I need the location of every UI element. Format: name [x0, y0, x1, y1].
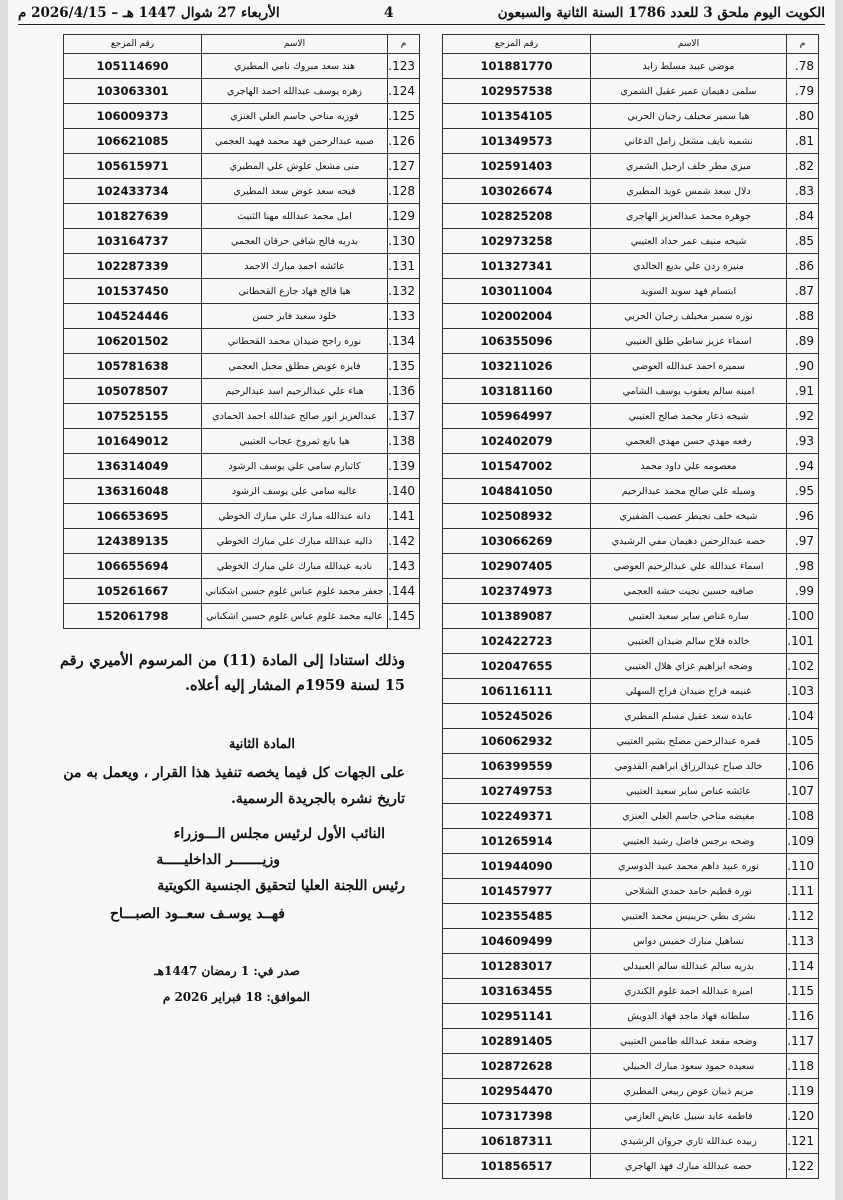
reference-number: 101283017 — [443, 954, 591, 979]
reference-number: 101457977 — [443, 879, 591, 904]
row-number: 106. — [787, 754, 819, 779]
table-row — [443, 179, 819, 204]
person-name: وسيله علي صالح محمد عبدالرحيم — [591, 479, 787, 504]
person-name: معصومه علي داود محمد — [591, 454, 787, 479]
table-row — [443, 404, 819, 429]
table-row — [64, 554, 420, 579]
reference-number: 102355485 — [443, 904, 591, 929]
person-name: ساره غناص ساير سعيد العتيبي — [591, 604, 787, 629]
table-row — [443, 729, 819, 754]
row-number: 90. — [787, 354, 819, 379]
person-name: وضحه مقعد عبدالله طامس العتيبي — [591, 1029, 787, 1054]
reference-number: 106187311 — [443, 1129, 591, 1154]
person-name: عاليه محمد غلوم عباس غلوم حسين اشكناني — [202, 604, 388, 629]
table-header-row — [64, 35, 420, 54]
row-number: 110. — [787, 854, 819, 879]
col-header-num: م — [388, 35, 420, 54]
reference-number: 105114690 — [64, 54, 202, 79]
signature-title-committee: رئيس اللجنة العليا لتحقيق الجنسية الكويتية — [157, 878, 405, 894]
person-name: هيا فالح فهاد جازع القحطاني — [202, 279, 388, 304]
table-row — [443, 329, 819, 354]
row-number: 130. — [388, 229, 420, 254]
table-row — [64, 304, 420, 329]
row-number: 109. — [787, 829, 819, 854]
person-name: شيخه ذعار محمد صالح العتيبي — [591, 404, 787, 429]
table-row — [64, 504, 420, 529]
person-name: شيخه منيف عمر حداد العتيبي — [591, 229, 787, 254]
reference-number: 106653695 — [64, 504, 202, 529]
row-number: 124. — [388, 79, 420, 104]
row-number: 123. — [388, 54, 420, 79]
row-number: 82. — [787, 154, 819, 179]
reference-number: 101827639 — [64, 204, 202, 229]
person-name: مريم ذيبان عوض ربيعي المطيري — [591, 1079, 787, 1104]
header-issue-info: الكويت اليوم ملحق 3 للعدد 1786 السنة الثانية والسبعون — [497, 5, 825, 21]
person-name: صبيه عبدالرحمن فهد محمد فهيد العجمي — [202, 129, 388, 154]
person-name: تساهيل مبارك خميس دواس — [591, 929, 787, 954]
person-name: فيحه سعد عوض سعد المطيري — [202, 179, 388, 204]
table-row — [443, 829, 819, 854]
table-row — [64, 379, 420, 404]
table-row — [443, 954, 819, 979]
reference-number: 101649012 — [64, 429, 202, 454]
person-name: بشرى بطي حريبيس محمد العتيبي — [591, 904, 787, 929]
row-number: 87. — [787, 279, 819, 304]
reference-number: 102508932 — [443, 504, 591, 529]
row-number: 118. — [787, 1054, 819, 1079]
person-name: نوره سمير مخيلف رجبان الحربي — [591, 304, 787, 329]
person-name: مغيضه مناحي جاسم العلي العنزي — [591, 804, 787, 829]
table-row — [443, 904, 819, 929]
reference-number: 103066269 — [443, 529, 591, 554]
row-number: 101. — [787, 629, 819, 654]
person-name: سعيده حمود سعود مبارك الحبيلي — [591, 1054, 787, 1079]
table-row — [64, 179, 420, 204]
table-header-row — [443, 35, 819, 54]
reference-number: 101389087 — [443, 604, 591, 629]
row-number: 132. — [388, 279, 420, 304]
table-row — [443, 379, 819, 404]
reference-number: 102951141 — [443, 1004, 591, 1029]
person-name: قمره عبدالرحمن مصلح بشير العتيبي — [591, 729, 787, 754]
table-row — [64, 129, 420, 154]
person-name: نشميه نايف مشعل زامل الدغاني — [591, 129, 787, 154]
row-number: 128. — [388, 179, 420, 204]
row-number: 103. — [787, 679, 819, 704]
reference-number: 101547002 — [443, 454, 591, 479]
person-name: عبدالعزيز انور صالح عبدالله احمد الحمادي — [202, 404, 388, 429]
row-number: 125. — [388, 104, 420, 129]
person-name: زهره يوسف عبدالله احمد الهاجري — [202, 79, 388, 104]
person-name: كاثبارم سامي علي يوسف الرشود — [202, 454, 388, 479]
row-number: 133. — [388, 304, 420, 329]
reference-number: 104609499 — [443, 929, 591, 954]
table-row — [64, 529, 420, 554]
table-row — [443, 279, 819, 304]
table-row — [443, 754, 819, 779]
row-number: 84. — [787, 204, 819, 229]
row-number: 140. — [388, 479, 420, 504]
table-row — [443, 1029, 819, 1054]
signature-title-deputy-pm: النائب الأول لرئيس مجلس الـــوزراء — [173, 826, 385, 842]
row-number: 83. — [787, 179, 819, 204]
reference-number: 106399559 — [443, 754, 591, 779]
person-name: جعفر محمد غلوم عباس غلوم حسين اشكناني — [202, 579, 388, 604]
table-row — [443, 804, 819, 829]
row-number: 98. — [787, 554, 819, 579]
person-name: جوهره محمد عبدالعزيز الهاجري — [591, 204, 787, 229]
table-row — [443, 1104, 819, 1129]
legal-basis-paragraph: وذلك استنادا إلى المادة (11) من المرسوم الأميري رقم 15 لسنة 1959م المشار إليه أعلاه. — [60, 652, 405, 694]
reference-number: 104841050 — [443, 479, 591, 504]
person-name: خالد صباح عبدالرزاق ابراهيم القدومي — [591, 754, 787, 779]
row-number: 120. — [787, 1104, 819, 1129]
table-row — [443, 79, 819, 104]
reference-number: 105964997 — [443, 404, 591, 429]
reference-number: 102422723 — [443, 629, 591, 654]
table-row — [443, 929, 819, 954]
table-row — [64, 254, 420, 279]
row-number: 95. — [787, 479, 819, 504]
table-row — [443, 554, 819, 579]
table-row — [443, 429, 819, 454]
row-number: 137. — [388, 404, 420, 429]
row-number: 131. — [388, 254, 420, 279]
row-number: 78. — [787, 54, 819, 79]
row-number: 80. — [787, 104, 819, 129]
table-row — [443, 54, 819, 79]
row-number: 136. — [388, 379, 420, 404]
row-number: 121. — [787, 1129, 819, 1154]
person-name: وضحه ابراهيم غزاي هلال العتيبي — [591, 654, 787, 679]
person-name: اميره عبدالله احمد غلوم الكندري — [591, 979, 787, 1004]
reference-number: 105781638 — [64, 354, 202, 379]
row-number: 129. — [388, 204, 420, 229]
person-name: موضي عبيد مسلط زايد — [591, 54, 787, 79]
table-row — [443, 1129, 819, 1154]
person-name: نوره قطيم حامد حمدي الشلاحي — [591, 879, 787, 904]
person-name: هند سعد مبروك نامي المطيري — [202, 54, 388, 79]
table-row — [443, 854, 819, 879]
reference-number: 102591403 — [443, 154, 591, 179]
reference-number: 105615971 — [64, 154, 202, 179]
reference-number: 102954470 — [443, 1079, 591, 1104]
person-name: اسماء عبدالله علي عبدالرحيم العوضي — [591, 554, 787, 579]
table-row — [443, 229, 819, 254]
table-row — [443, 504, 819, 529]
person-name: منى مشعل علوش علي المطيري — [202, 154, 388, 179]
row-number: 91. — [787, 379, 819, 404]
reference-number: 105078507 — [64, 379, 202, 404]
table-row — [443, 529, 819, 554]
row-number: 116. — [787, 1004, 819, 1029]
row-number: 92. — [787, 404, 819, 429]
reference-number: 106655694 — [64, 554, 202, 579]
person-name: فوزيه مناحي جاسم العلي العنزي — [202, 104, 388, 129]
table-row — [443, 479, 819, 504]
table-row — [64, 204, 420, 229]
person-name: امينه سالم يعقوب يوسف الشامي — [591, 379, 787, 404]
reference-number: 103063301 — [64, 79, 202, 104]
table-row — [64, 229, 420, 254]
table-row — [443, 204, 819, 229]
table-row — [443, 1154, 819, 1179]
reference-number: 104524446 — [64, 304, 202, 329]
person-name: ابتسام فهد سويد السويد — [591, 279, 787, 304]
reference-number: 102973258 — [443, 229, 591, 254]
person-name: اسماء عزيز ساطي طلق العتيبي — [591, 329, 787, 354]
table-row — [64, 604, 420, 629]
table-body-left — [64, 54, 420, 629]
reference-number: 103164737 — [64, 229, 202, 254]
table-row — [443, 604, 819, 629]
reference-number: 106062932 — [443, 729, 591, 754]
row-number: 143. — [388, 554, 420, 579]
table-row — [64, 104, 420, 129]
row-number: 127. — [388, 154, 420, 179]
reference-number: 101265914 — [443, 829, 591, 854]
reference-number: 106009373 — [64, 104, 202, 129]
table-row — [443, 354, 819, 379]
col-header-ref: رقم المرجع — [64, 35, 202, 54]
person-name: ناديه عبدالله مبارك علي مبارك الخوطي — [202, 554, 388, 579]
reference-number: 102907405 — [443, 554, 591, 579]
table-row — [443, 879, 819, 904]
table-row — [443, 1079, 819, 1104]
reference-number: 101354105 — [443, 104, 591, 129]
row-number: 142. — [388, 529, 420, 554]
row-number: 111. — [787, 879, 819, 904]
table-row — [443, 654, 819, 679]
person-name: زبيده عبدالله ثاري جروان الرشيدي — [591, 1129, 787, 1154]
row-number: 144. — [388, 579, 420, 604]
reference-number: 101881770 — [443, 54, 591, 79]
col-header-num: م — [787, 35, 819, 54]
row-number: 114. — [787, 954, 819, 979]
issued-date: صدر في: 1 رمضان 1447هـ — [154, 964, 300, 978]
execution-paragraph: على الجهات كل فيما يخصه تنفيذ هذا القرار ، ويعمل به من تاريخ نشره بالجريدة الرسمية. — [63, 765, 405, 807]
reference-number: 102047655 — [443, 654, 591, 679]
table-row — [443, 104, 819, 129]
person-name: غنيمه فراج ضيدان فراج السهلي — [591, 679, 787, 704]
table-row — [443, 154, 819, 179]
col-header-name: الاسم — [591, 35, 787, 54]
person-name: سلطانه فهاد ماجد فهاد الدويش — [591, 1004, 787, 1029]
reference-number: 102825208 — [443, 204, 591, 229]
person-name: امل محمد عبدالله مهنا الثنيث — [202, 204, 388, 229]
table-row — [443, 579, 819, 604]
reference-number: 102957538 — [443, 79, 591, 104]
table-row — [443, 254, 819, 279]
row-number: 122. — [787, 1154, 819, 1179]
row-number: 88. — [787, 304, 819, 329]
table-row — [443, 1004, 819, 1029]
reference-number: 101349573 — [443, 129, 591, 154]
col-header-ref: رقم المرجع — [443, 35, 591, 54]
table-row — [64, 454, 420, 479]
row-number: 135. — [388, 354, 420, 379]
table-row — [443, 779, 819, 804]
reference-number: 102433734 — [64, 179, 202, 204]
table-row — [64, 404, 420, 429]
row-number: 112. — [787, 904, 819, 929]
person-name: هيا بانع ثمروخ عجاب العتيبي — [202, 429, 388, 454]
reference-number: 105245026 — [443, 704, 591, 729]
reference-number: 103181160 — [443, 379, 591, 404]
person-name: وضحه برجس فاضل رشيد العتيبي — [591, 829, 787, 854]
row-number: 119. — [787, 1079, 819, 1104]
reference-number: 101327341 — [443, 254, 591, 279]
reference-number: 152061798 — [64, 604, 202, 629]
reference-number: 101856517 — [443, 1154, 591, 1179]
person-name: نوره عبيد داهم محمد عبيد الدوسري — [591, 854, 787, 879]
reference-number: 106116111 — [443, 679, 591, 704]
person-name: خالده فلاح سالم ضيدان العتيبي — [591, 629, 787, 654]
person-name: عائشه غناص ساير سعيد العتيبي — [591, 779, 787, 804]
names-table-right — [442, 34, 819, 1179]
table-row — [64, 79, 420, 104]
row-number: 93. — [787, 429, 819, 454]
row-number: 126. — [388, 129, 420, 154]
table-row — [64, 354, 420, 379]
row-number: 108. — [787, 804, 819, 829]
row-number: 104. — [787, 704, 819, 729]
table-row — [64, 279, 420, 304]
person-name: عائشه احمد مبارك الاحمد — [202, 254, 388, 279]
row-number: 94. — [787, 454, 819, 479]
person-name: حصه عبدالله مبارك فهد الهاجري — [591, 1154, 787, 1179]
row-number: 105. — [787, 729, 819, 754]
article-title: المادة الثانية — [228, 737, 295, 752]
table-row — [64, 154, 420, 179]
person-name: فايزه عويض مطلق مجبل العجمي — [202, 354, 388, 379]
person-name: نوره راجح ضيدان محمد القحطاني — [202, 329, 388, 354]
person-name: حصه عبدالرحمن دهيمان مفي الرشيدي — [591, 529, 787, 554]
table-row — [443, 454, 819, 479]
person-name: صافيه حسين نجيت حشه العجمي — [591, 579, 787, 604]
person-name: دلال سعد شمس عويد المطيري — [591, 179, 787, 204]
reference-number: 107525155 — [64, 404, 202, 429]
row-number: 113. — [787, 929, 819, 954]
reference-number: 106621085 — [64, 129, 202, 154]
page-header — [18, 2, 825, 25]
table-row — [443, 304, 819, 329]
person-name: ميزي مطر خلف ارحيل الشمري — [591, 154, 787, 179]
row-number: 134. — [388, 329, 420, 354]
table-row — [443, 979, 819, 1004]
person-name: فاطمه عايد سبيل عايض العازمي — [591, 1104, 787, 1129]
table-row — [64, 479, 420, 504]
table-row — [443, 704, 819, 729]
row-number: 97. — [787, 529, 819, 554]
row-number: 115. — [787, 979, 819, 1004]
reference-number: 102287339 — [64, 254, 202, 279]
reference-number: 102374973 — [443, 579, 591, 604]
row-number: 102. — [787, 654, 819, 679]
reference-number: 101944090 — [443, 854, 591, 879]
row-number: 100. — [787, 604, 819, 629]
person-name: عاليه سامي علي يوسف الرشود — [202, 479, 388, 504]
signature-title-minister: وزيـــــــر الداخليـــــة — [156, 852, 280, 868]
gregorian-date: الموافق: 18 فبراير 2026 م — [162, 990, 310, 1004]
gazette-page — [8, 0, 835, 1200]
reference-number: 102402079 — [443, 429, 591, 454]
reference-number: 107317398 — [443, 1104, 591, 1129]
person-name: سلمى دهيمان عمير عقيل الشمري — [591, 79, 787, 104]
table-row — [64, 329, 420, 354]
table-row — [443, 129, 819, 154]
signatory-name: فهــد يوسـف سعــود الصبـــاح — [109, 906, 285, 922]
reference-number: 105261667 — [64, 579, 202, 604]
names-table-left — [63, 34, 420, 629]
header-date: الأربعاء 27 شوال 1447 هـ – 2026/4/15 م — [18, 5, 280, 21]
reference-number: 102249371 — [443, 804, 591, 829]
row-number: 117. — [787, 1029, 819, 1054]
table-row — [64, 54, 420, 79]
row-number: 81. — [787, 129, 819, 154]
reference-number: 106355096 — [443, 329, 591, 354]
reference-number: 103026674 — [443, 179, 591, 204]
row-number: 141. — [388, 504, 420, 529]
row-number: 79. — [787, 79, 819, 104]
person-name: هناء علي عبدالرحيم اسد عبدالرحيم — [202, 379, 388, 404]
page-number: 4 — [383, 5, 394, 21]
reference-number: 136316048 — [64, 479, 202, 504]
table-row — [443, 1054, 819, 1079]
reference-number: 106201502 — [64, 329, 202, 354]
person-name: رفعه مهدي حسن مهدي العجمي — [591, 429, 787, 454]
col-header-name: الاسم — [202, 35, 388, 54]
reference-number: 103163455 — [443, 979, 591, 1004]
reference-number: 124389135 — [64, 529, 202, 554]
row-number: 99. — [787, 579, 819, 604]
row-number: 107. — [787, 779, 819, 804]
reference-number: 102749753 — [443, 779, 591, 804]
row-number: 96. — [787, 504, 819, 529]
table-body-right — [443, 54, 819, 1179]
person-name: دانه عبدالله مبارك علي مبارك الخوطي — [202, 504, 388, 529]
table-row — [64, 429, 420, 454]
row-number: 89. — [787, 329, 819, 354]
person-name: خلود سعيد فايز حسن — [202, 304, 388, 329]
table-row — [64, 579, 420, 604]
row-number: 86. — [787, 254, 819, 279]
reference-number: 103211026 — [443, 354, 591, 379]
person-name: سميره احمد عبدالله العوضي — [591, 354, 787, 379]
reference-number: 103011004 — [443, 279, 591, 304]
reference-number: 136314049 — [64, 454, 202, 479]
row-number: 145. — [388, 604, 420, 629]
reference-number: 102002004 — [443, 304, 591, 329]
person-name: منيره ردن علي بديع الخالدي — [591, 254, 787, 279]
table-row — [443, 679, 819, 704]
row-number: 139. — [388, 454, 420, 479]
person-name: داليه عبدالله مبارك علي مبارك الخوطي — [202, 529, 388, 554]
person-name: عايده سعد عقيل مسلم المطيري — [591, 704, 787, 729]
reference-number: 101537450 — [64, 279, 202, 304]
person-name: شيخه خلف نجيطر عضيب الضفيري — [591, 504, 787, 529]
table-row — [443, 629, 819, 654]
row-number: 85. — [787, 229, 819, 254]
row-number: 138. — [388, 429, 420, 454]
person-name: بدريه فالح شافي حرقان العجمي — [202, 229, 388, 254]
reference-number: 102891405 — [443, 1029, 591, 1054]
reference-number: 102872628 — [443, 1054, 591, 1079]
person-name: هيا سمير مخيلف رجبان الحربي — [591, 104, 787, 129]
person-name: بدريه سالم عبدالله سالم العبيدلي — [591, 954, 787, 979]
